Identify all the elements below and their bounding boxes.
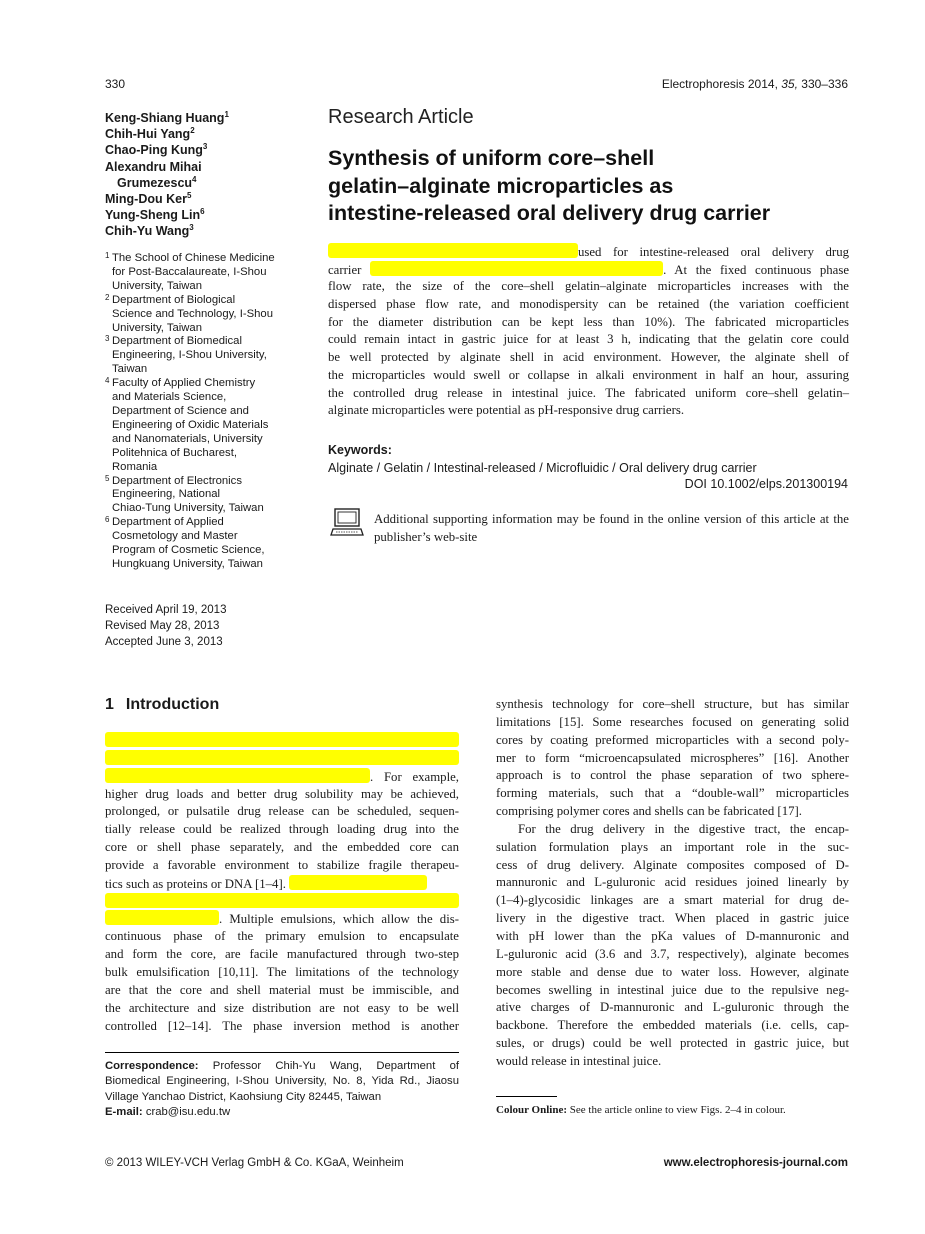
abstract-line: could remain intact in gastric juice for at least 3 h, indicating that the gelatin core could [328, 332, 849, 347]
author: Chao-Ping Kung$^3$ [105, 142, 208, 158]
text-line: the architecture and size distribution are not easy to be well [105, 1000, 459, 1015]
journal-pages: 330–336 [801, 77, 848, 91]
text-line: backbone. Therefore the embedded materials (i.e. cells, cap- [496, 1018, 849, 1033]
text-line: higher drug loads and better drug solubility may be achieved, [105, 786, 459, 801]
text-line: tics such as proteins or DNA [1–4]. [105, 875, 459, 893]
text-line: sules, or drugs) could be well protected in gastric juice, but [496, 1036, 849, 1051]
redaction-highlight [289, 875, 427, 890]
text-line: becomes swelling in intestinal juice due to the repulsive neg- [496, 982, 849, 997]
affiliation: 1 The School of Chinese Medicine for Post-Baccalaureate, I-Shou University, Taiwan [105, 251, 275, 292]
journal-volume: 35, [781, 77, 798, 91]
author: Grumezescu$^4$ [117, 174, 197, 190]
page-number: 330 [105, 77, 126, 91]
revised-date: Revised May 28, 2013 [105, 620, 220, 632]
journal-url: www.electrophoresis-journal.com [663, 1157, 848, 1169]
text-line: provide a favorable environment to stabilize fragile therapeu- [105, 857, 459, 872]
text-line: are that the core and shell material must be immiscible, and [105, 982, 459, 997]
author-list [105, 110, 305, 240]
text-line: livery in the digestive tract. When placed in gastric juice [496, 911, 849, 926]
text-line: . Multiple emulsions, which allow the dis- [105, 910, 459, 928]
author: Alexandru Mihai [105, 159, 202, 174]
right-column-text [496, 696, 849, 1071]
abstract-line: the controlled drug release in intestinal juice. The fabricated uniform core–shell gelatin– [328, 385, 849, 400]
keywords-heading: Keywords: [328, 443, 392, 457]
affiliation: 2 Department of Biological Science and Technology, I-Shou University, Taiwan [105, 292, 273, 334]
text-line: mer to form “microencapsulated microspheres” [16]. Another [496, 750, 849, 765]
text-line: cores by coating preformed microparticles with a second poly- [496, 732, 849, 747]
author: Chih-Hui Yang$^2$ [105, 126, 195, 142]
abstract-line: used for intestine-released oral delivery drug [328, 243, 849, 261]
colour-online-note: Colour Online: See the article online to view Figs. 2–4 in colour. [496, 1104, 786, 1116]
text-line: synthesis technology for core–shell structure, but has similar [496, 697, 849, 711]
redaction-highlight [105, 910, 219, 925]
author: Ming-Dou Ker$^5$ [105, 190, 192, 207]
redacted-line [105, 750, 459, 768]
text-line: mannuronic and L-guluronic acid residues joined linearly by [496, 875, 849, 890]
doi: DOI 10.1002/elps.201300194 [684, 477, 848, 491]
redaction-highlight [370, 261, 663, 276]
redacted-line [105, 732, 459, 750]
affiliation: 5 Department of Electronics Engineering, National Chiao-Tung University, Taiwan [105, 473, 264, 515]
redaction-highlight [105, 768, 370, 783]
copyright: © 2013 WILEY-VCH Verlag GmbH & Co. KGaA, Weinheim [105, 1157, 404, 1169]
text-line: approach is to control the phase separation of two sphere- [496, 768, 849, 783]
author: Chih-Yu Wang$^3$ [105, 223, 194, 239]
text-line: controlled [12–14]. The phase inversion method is another [105, 1018, 459, 1033]
correspondence: Correspondence: Professor Chih-Yu Wang, Department of Biomedical Engineering, I-Shou University, No. 8, Yida Rd., Jiaosu Village Yanchao District, Kaohsiung City 82445, Taiwan E-mail: crab@isu.edu.tw [105, 1060, 460, 1118]
abstract-line: carrier . At the fixed continuous phase [328, 262, 849, 277]
text-line: comprising polymer cores and shells can be fabricated [17]. [496, 804, 802, 819]
article-dates [105, 602, 226, 650]
text-line: limitations [15]. Some researches focused on generating solid [496, 714, 849, 729]
abstract-line: flow rate, the size of the core–shell gelatin–alginate microparticles increases with the [328, 279, 849, 294]
article-type: Research Article [328, 106, 474, 128]
abstract-line: be well protected by alginate shell in acid environment. However, the alginate shell of [328, 350, 849, 365]
keywords-list: Alginate / Gelatin / Intestinal-released / Microfluidic / Oral delivery drug carrier [328, 461, 757, 475]
redaction-highlight [328, 243, 578, 258]
email-address: crab@isu.edu.tw [145, 1105, 231, 1118]
author: Keng-Shiang Huang$^1$ [105, 109, 229, 125]
text-line: (1–4)-glycosidic linkages are a smart material for drug de- [496, 893, 849, 908]
article-title: Synthesis of uniform core–shell gelatin–alginate microparticles as intestine-released oral delivery drug carrier [328, 146, 771, 225]
abstract-line: dispersed phase flow rate, and monodispersity can be retained (the variation coefficient [328, 297, 849, 312]
text-line: core or shell phase separately, and the embedded core can [105, 840, 459, 855]
affiliation: 3 Department of Biomedical Engineering, I-Shou University, Taiwan [105, 334, 267, 376]
affiliation-list [105, 252, 305, 572]
text-line: continuous phase of the primary emulsion to encapsulate [105, 929, 459, 944]
journal-citation [662, 77, 848, 91]
text-line: more stable and dense due to water loss. However, alginate [496, 964, 849, 979]
footnote-divider [496, 1096, 557, 1097]
left-column-text [105, 732, 459, 1035]
footnote-divider [105, 1052, 459, 1053]
text-line: with pH lower than the pKa values of D-mannuronic and [496, 928, 850, 943]
abstract-line: alginate microparticles were potential as pH-responsive drug carriers. [328, 403, 685, 418]
accepted-date: Accepted June 3, 2013 [105, 636, 223, 648]
computer-icon [330, 508, 364, 543]
text-line: forming materials, such that a “double-wall” microparticles [496, 786, 849, 801]
text-line: cess of drug delivery. Alginate composites composed of D- [496, 857, 849, 872]
text-line: would release in intestinal juice. [496, 1053, 662, 1068]
journal-name: Electrophoresis 2014, [661, 77, 778, 91]
section-heading: 1 Introduction [105, 696, 220, 713]
text-line: . For example, [105, 768, 459, 786]
affiliation: 4 Faculty of Applied Chemistry and Materials Science, Department of Science and Engineering of Oxidic Materials and Nanomaterials, University Politehnica of Bucharest, Romania [105, 376, 269, 473]
author: Yung-Sheng Lin$^6$ [105, 207, 205, 223]
text-line: bulk emulsification [10,11]. The limitations of the technology [105, 964, 459, 979]
text-line: ative charges of D-mannuronic and L-guluronic through the [496, 1000, 850, 1015]
abstract [328, 243, 849, 420]
abstract-line: the microparticles would swell or collapse in alkali environment in half an hour, assuring [328, 367, 849, 382]
text-line: prolonged, or pulsatile drug release can be scheduled, sequen- [105, 804, 459, 819]
received-date: Received April 19, 2013 [105, 604, 227, 616]
text-line: tially release could be realized through loading drug into the [105, 822, 459, 837]
text-line: and form the core, are facile manufactured through two-step [105, 947, 459, 962]
redacted-line [105, 893, 459, 911]
abstract-line: for the diameter distribution can be kept less than 10%). The fabricated microparticles [328, 314, 849, 329]
supporting-info-text: Additional supporting information may be found in the online version of this article at the publisher’s web-site [374, 512, 849, 544]
affiliation: 6 Department of Applied Cosmetology and Master Program of Cosmetic Science, Hungkuang University, Taiwan [105, 515, 265, 570]
text-line: L-guluronic acid (3.6 and 3.7, respectively), alginate becomes [496, 946, 849, 961]
text-line: sulation formulation plays an important role in the suc- [496, 839, 849, 854]
text-line: For the drug delivery in the digestive tract, the encap- [518, 821, 849, 836]
